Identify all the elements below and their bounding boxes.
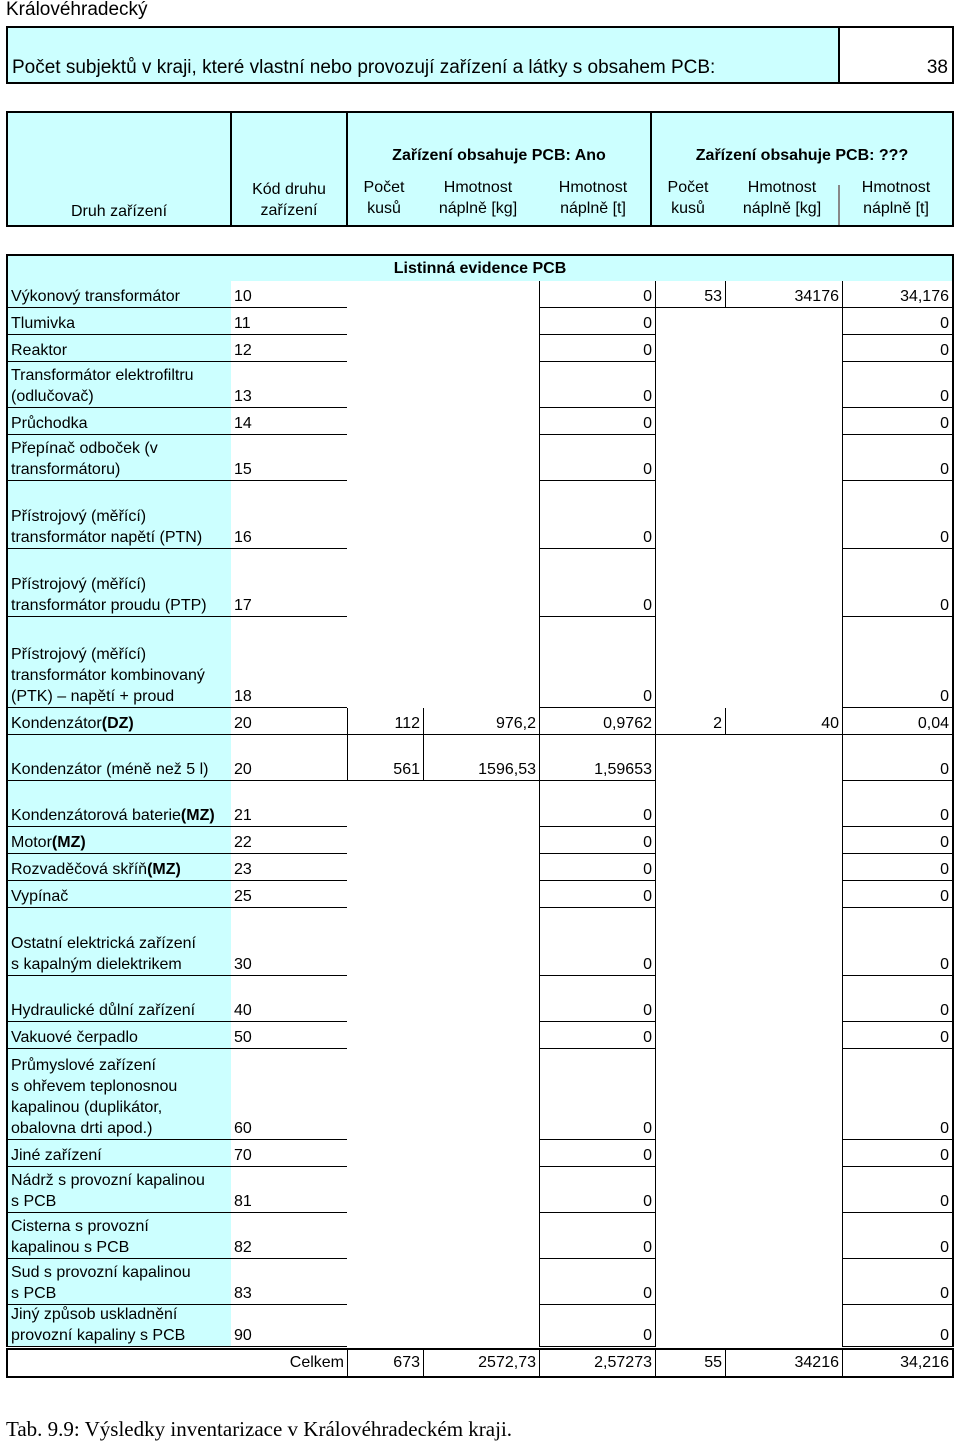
row-a-ks [347, 976, 423, 1022]
row-code: 20 [231, 708, 347, 735]
row-a-kg [423, 881, 539, 908]
total-a-kg: 2572,73 [423, 1350, 539, 1376]
total-q-kg: 34216 [725, 1350, 842, 1376]
header-group-unknown: Zařízení obsahuje PCB: ??? [695, 147, 909, 164]
row-q-t: 0 [842, 827, 952, 854]
row-name: Kondenzátor [11, 715, 102, 732]
table-row [6, 435, 954, 481]
header-pocet-unknown: Počet kusů [667, 179, 709, 217]
row-a-t: 0 [539, 1213, 655, 1259]
row-q-kg [725, 976, 842, 1022]
row-a-ks [347, 549, 423, 617]
table-row [6, 854, 954, 881]
row-q-ks [655, 1167, 725, 1213]
row-q-kg [725, 781, 842, 827]
row-a-ks [347, 1213, 423, 1259]
row-a-kg [423, 308, 539, 335]
row-a-t: 1,59653 [539, 735, 655, 781]
row-a-ks: 112 [347, 708, 423, 735]
row-name: Kondenzátor (méně než 5 l) [11, 761, 209, 778]
row-q-kg: 34176 [725, 281, 842, 308]
table-row [6, 549, 954, 617]
row-a-kg [423, 1167, 539, 1213]
table-row [6, 781, 954, 827]
row-code: 13 [231, 362, 347, 408]
row-name-cell [8, 1213, 231, 1259]
row-a-ks [347, 1167, 423, 1213]
row-q-kg [725, 617, 842, 708]
row-q-t: 0 [842, 549, 952, 617]
row-q-ks [655, 1022, 725, 1049]
row-code: 50 [231, 1022, 347, 1049]
row-name-cell [8, 1305, 231, 1347]
row-name-cell [8, 708, 231, 735]
row-a-t: 0 [539, 1305, 655, 1347]
data-table [6, 281, 954, 1347]
subjects-count-row [6, 26, 954, 84]
row-a-kg [423, 1049, 539, 1140]
row-code: 30 [231, 908, 347, 976]
row-q-kg [725, 435, 842, 481]
row-q-ks [655, 1049, 725, 1140]
row-q-t: 0 [842, 1259, 952, 1305]
row-a-kg [423, 854, 539, 881]
row-name-cell [8, 308, 231, 335]
header-hmotnost-t-unknown: Hmotnost náplně [t] [861, 179, 931, 217]
row-a-ks [347, 1022, 423, 1049]
row-name: Transformátor elektrofiltru (odlučovač) [11, 367, 194, 405]
row-name-cell [8, 549, 231, 617]
total-a-t: 2,57273 [539, 1350, 655, 1376]
row-a-ks [347, 1049, 423, 1140]
row-name: Tlumivka [11, 315, 76, 332]
row-name: Sud s provozní kapalinou s PCB [11, 1264, 191, 1302]
row-code: 83 [231, 1259, 347, 1305]
row-q-kg [725, 335, 842, 362]
row-q-kg [725, 908, 842, 976]
row-name-cell [8, 1049, 231, 1140]
table-row [6, 1049, 954, 1140]
row-name: Nádrž s provozní kapalinou s PCB [11, 1172, 205, 1210]
row-q-t: 0 [842, 781, 952, 827]
total-q-t: 34,216 [842, 1350, 952, 1376]
row-name-cell [8, 335, 231, 362]
row-a-kg [423, 976, 539, 1022]
row-a-ks [347, 281, 423, 308]
table-row [6, 617, 954, 708]
row-q-t: 0 [842, 435, 952, 481]
row-a-t: 0 [539, 549, 655, 617]
row-name: Kondenzátorová baterie [11, 807, 181, 824]
row-code: 17 [231, 549, 347, 617]
row-q-t: 0 [842, 1049, 952, 1140]
row-name-cell [8, 1167, 231, 1213]
table-row [6, 827, 954, 854]
table-header [6, 111, 954, 227]
row-q-kg [725, 881, 842, 908]
row-name-cell [8, 281, 231, 308]
row-a-kg [423, 617, 539, 708]
row-name-cell [8, 617, 231, 708]
row-a-t: 0 [539, 335, 655, 362]
row-a-kg: 1596,53 [423, 735, 539, 781]
row-code: 18 [231, 617, 347, 708]
row-a-kg [423, 335, 539, 362]
row-a-t: 0 [539, 1022, 655, 1049]
row-code: 60 [231, 1049, 347, 1140]
row-a-ks: 561 [347, 735, 423, 781]
row-q-kg [725, 854, 842, 881]
row-code: 22 [231, 827, 347, 854]
row-name: Motor [11, 834, 52, 851]
row-code: 15 [231, 435, 347, 481]
row-name: Jiné zařízení [11, 1147, 102, 1164]
row-q-ks: 53 [655, 281, 725, 308]
row-q-ks [655, 408, 725, 435]
row-name: Průmyslové zařízení s ohřevem teplonosnou kapalinou (duplikátor, obalovna drti apod.) [11, 1057, 178, 1137]
header-druh: Druh zařízení [70, 203, 168, 220]
row-q-t: 0 [842, 976, 952, 1022]
row-q-ks [655, 1213, 725, 1259]
row-name-cell [8, 481, 231, 549]
row-code: 70 [231, 1140, 347, 1167]
table-row [6, 1140, 954, 1167]
row-a-ks [347, 881, 423, 908]
total-q-ks: 55 [655, 1350, 725, 1376]
header-pocet-ano: Počet kusů [363, 179, 405, 217]
row-q-t: 0 [842, 335, 952, 362]
row-code: 82 [231, 1213, 347, 1259]
row-a-kg [423, 781, 539, 827]
row-a-kg [423, 435, 539, 481]
row-a-ks [347, 617, 423, 708]
table-row [6, 362, 954, 408]
row-name-cell [8, 881, 231, 908]
row-name-cell [8, 1140, 231, 1167]
row-a-ks [347, 435, 423, 481]
row-code: 11 [231, 308, 347, 335]
row-q-kg [725, 1049, 842, 1140]
row-name: Přístrojový (měřící) transformátor napětí (PTN) [11, 508, 203, 546]
row-q-kg [725, 408, 842, 435]
row-q-t: 0 [842, 881, 952, 908]
row-a-kg [423, 481, 539, 549]
subjects-count-label: Počet subjektů v kraji, které vlastní nebo provozují zařízení a látky s obsahem PCB: [8, 28, 840, 82]
row-name-cell [8, 827, 231, 854]
header-group-ano: Zařízení obsahuje PCB: Ano [392, 147, 606, 164]
row-a-t: 0 [539, 881, 655, 908]
row-a-kg [423, 1213, 539, 1259]
row-a-t: 0,9762 [539, 708, 655, 735]
table-row [6, 908, 954, 976]
table-row [6, 1259, 954, 1305]
row-q-kg: 40 [725, 708, 842, 735]
row-code: 81 [231, 1167, 347, 1213]
row-name: Cisterna s provozní kapalinou s PCB [11, 1218, 149, 1256]
row-name-bold: (DZ) [101, 715, 134, 732]
row-code: 21 [231, 781, 347, 827]
row-a-ks [347, 1305, 423, 1347]
row-a-t: 0 [539, 617, 655, 708]
row-q-ks [655, 827, 725, 854]
row-a-t: 0 [539, 1140, 655, 1167]
row-name-bold: (MZ) [51, 834, 86, 851]
header-hmotnost-kg-unknown: Hmotnost náplně [kg] [742, 179, 822, 217]
row-a-t: 0 [539, 854, 655, 881]
row-q-ks [655, 854, 725, 881]
section-label: Listinná evidence PCB [6, 254, 954, 281]
row-q-t: 0 [842, 1305, 952, 1347]
row-name: Rozvaděčová skříň [11, 861, 148, 878]
row-a-t: 0 [539, 1259, 655, 1305]
row-name: Jiný způsob uskladnění provozní kapaliny s PCB [11, 1306, 186, 1344]
row-name: Ostatní elektrická zařízení s kapalným dielektrikem [11, 935, 196, 973]
row-name-bold: (MZ) [180, 807, 215, 824]
table-row [6, 408, 954, 435]
row-a-t: 0 [539, 781, 655, 827]
row-a-ks [347, 362, 423, 408]
row-a-ks [347, 1259, 423, 1305]
row-q-ks [655, 881, 725, 908]
row-q-ks [655, 308, 725, 335]
row-q-t: 0 [842, 1022, 952, 1049]
table-row [6, 335, 954, 362]
row-a-kg [423, 1305, 539, 1347]
row-q-ks [655, 781, 725, 827]
row-a-kg: 976,2 [423, 708, 539, 735]
row-q-ks [655, 617, 725, 708]
row-q-ks [655, 335, 725, 362]
row-q-t: 0 [842, 617, 952, 708]
row-name: Výkonový transformátor [11, 288, 180, 305]
row-a-ks [347, 908, 423, 976]
row-q-ks [655, 549, 725, 617]
row-q-kg [725, 1305, 842, 1347]
row-q-t: 0 [842, 362, 952, 408]
total-a-ks: 673 [347, 1350, 423, 1376]
row-a-ks [347, 854, 423, 881]
row-q-kg [725, 1259, 842, 1305]
table-row [6, 881, 954, 908]
row-q-kg [725, 1167, 842, 1213]
row-q-t: 0 [842, 854, 952, 881]
row-a-kg [423, 1022, 539, 1049]
row-name-cell [8, 362, 231, 408]
row-q-t: 0 [842, 1167, 952, 1213]
row-a-kg [423, 549, 539, 617]
row-a-ks [347, 335, 423, 362]
region-title: Královéhradecký [6, 0, 148, 20]
row-code: 12 [231, 335, 347, 362]
subjects-count-value: 38 [926, 57, 948, 78]
row-q-ks [655, 362, 725, 408]
row-name-bold: (MZ) [147, 861, 181, 878]
row-a-ks [347, 408, 423, 435]
header-kod: Kód druhu zařízení [252, 181, 326, 219]
row-a-t: 0 [539, 827, 655, 854]
row-a-ks [347, 827, 423, 854]
row-code: 23 [231, 854, 347, 881]
row-a-kg [423, 908, 539, 976]
row-q-t: 0 [842, 481, 952, 549]
row-a-kg [423, 827, 539, 854]
row-code: 20 [231, 735, 347, 781]
row-q-kg [725, 1140, 842, 1167]
table-row [6, 1213, 954, 1259]
header-hmotnost-kg-ano: Hmotnost náplně [kg] [438, 179, 518, 217]
table-row [6, 1305, 954, 1347]
row-a-ks [347, 1140, 423, 1167]
row-code: 16 [231, 481, 347, 549]
table-row [6, 1167, 954, 1213]
row-a-t: 0 [539, 908, 655, 976]
row-name-cell [8, 781, 231, 827]
row-q-t: 0 [842, 908, 952, 976]
header-hmotnost-t-ano: Hmotnost náplně [t] [558, 179, 628, 217]
row-q-t: 0 [842, 735, 952, 781]
row-q-kg [725, 308, 842, 335]
row-name-cell [8, 435, 231, 481]
total-label: Celkem [289, 1354, 344, 1371]
row-name: Vakuové čerpadlo [11, 1029, 138, 1046]
row-a-t: 0 [539, 408, 655, 435]
row-q-ks [655, 1140, 725, 1167]
row-name: Přepínač odboček (v transformátoru) [11, 440, 158, 478]
total-row [6, 1348, 954, 1378]
row-q-ks [655, 908, 725, 976]
row-name-cell [8, 735, 231, 781]
row-name: Přístrojový (měřící) transformátor kombinovaný (PTK) – napětí + proud [11, 646, 205, 705]
row-q-ks [655, 1305, 725, 1347]
row-a-t: 0 [539, 976, 655, 1022]
row-q-ks [655, 735, 725, 781]
row-a-t: 0 [539, 281, 655, 308]
row-a-kg [423, 281, 539, 308]
row-q-kg [725, 1022, 842, 1049]
row-q-kg [725, 481, 842, 549]
row-q-t: 0 [842, 1140, 952, 1167]
row-a-t: 0 [539, 362, 655, 408]
table-caption: Tab. 9.9: Výsledky inventarizace v Královéhradeckém kraji. [6, 1417, 513, 1441]
row-q-ks [655, 435, 725, 481]
row-code: 40 [231, 976, 347, 1022]
row-a-ks [347, 308, 423, 335]
row-a-kg [423, 362, 539, 408]
row-q-t: 34,176 [842, 281, 952, 308]
row-q-kg [725, 827, 842, 854]
row-q-ks [655, 481, 725, 549]
table-row [6, 481, 954, 549]
table-row [6, 1022, 954, 1049]
row-code: 10 [231, 281, 347, 308]
row-q-kg [725, 549, 842, 617]
row-a-t: 0 [539, 1049, 655, 1140]
row-name-cell [8, 976, 231, 1022]
row-a-kg [423, 1259, 539, 1305]
table-row [6, 708, 954, 735]
row-name: Hydraulické důlní zařízení [11, 1002, 196, 1019]
row-code: 25 [231, 881, 347, 908]
row-a-ks [347, 481, 423, 549]
row-name: Vypínač [11, 888, 69, 905]
row-name-cell [8, 908, 231, 976]
row-a-t: 0 [539, 1167, 655, 1213]
row-a-t: 0 [539, 481, 655, 549]
row-name: Přístrojový (měřící) transformátor proudu (PTP) [11, 576, 207, 614]
row-q-t: 0 [842, 308, 952, 335]
row-name-cell [8, 1259, 231, 1305]
table-row [6, 308, 954, 335]
row-q-t: 0,04 [842, 708, 952, 735]
row-q-ks [655, 1259, 725, 1305]
table-row [6, 735, 954, 781]
row-q-ks [655, 976, 725, 1022]
table-row [6, 976, 954, 1022]
row-a-kg [423, 1140, 539, 1167]
row-a-ks [347, 781, 423, 827]
row-q-kg [725, 1213, 842, 1259]
row-q-kg [725, 362, 842, 408]
row-name: Reaktor [11, 342, 68, 359]
row-q-t: 0 [842, 1213, 952, 1259]
row-name-cell [8, 408, 231, 435]
row-name-cell [8, 854, 231, 881]
row-q-t: 0 [842, 408, 952, 435]
table-row [6, 281, 954, 308]
row-name-cell [8, 1022, 231, 1049]
row-code: 90 [231, 1305, 347, 1347]
row-code: 14 [231, 408, 347, 435]
row-a-t: 0 [539, 435, 655, 481]
row-name: Průchodka [11, 415, 88, 432]
row-q-ks: 2 [655, 708, 725, 735]
row-a-kg [423, 408, 539, 435]
row-q-kg [725, 735, 842, 781]
row-a-t: 0 [539, 308, 655, 335]
